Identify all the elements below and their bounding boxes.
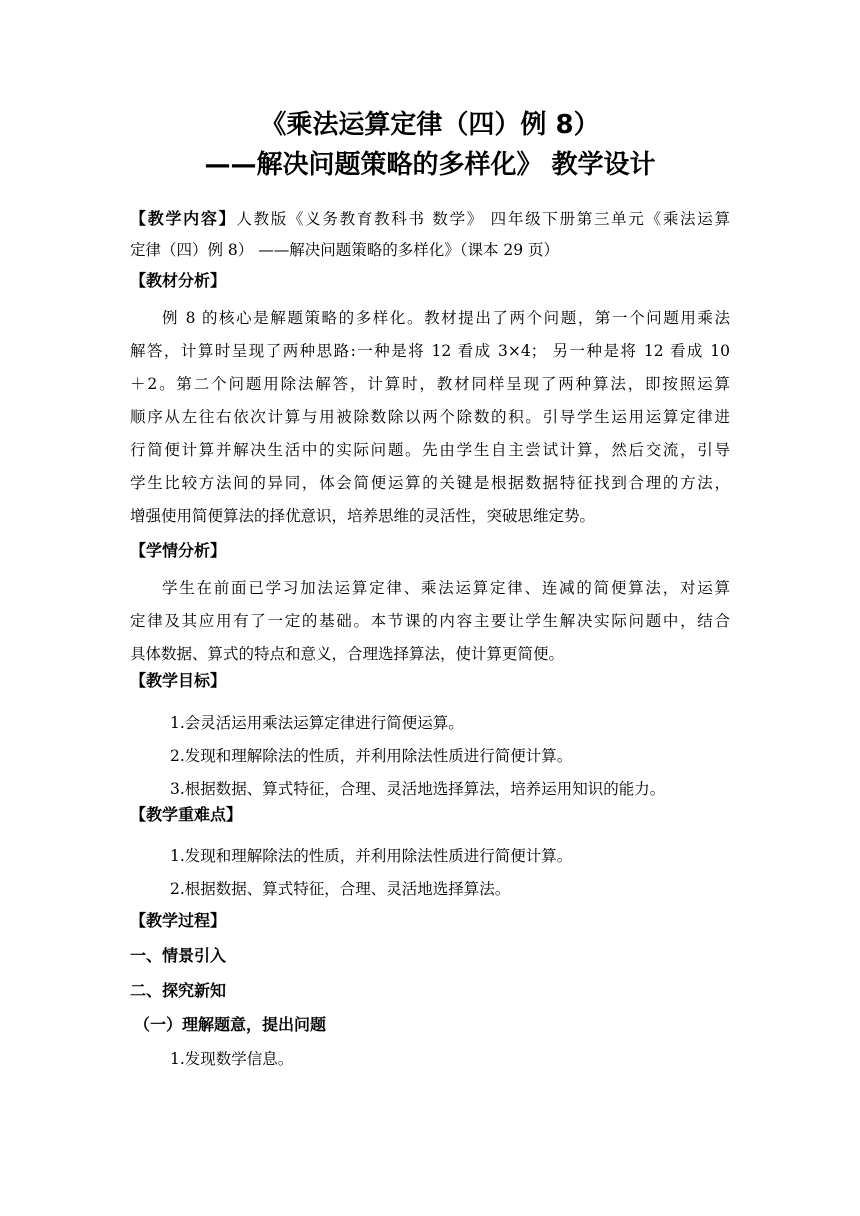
objective-item: 2.发现和理解除法的性质，并利用除法性质进行简便计算。	[170, 747, 573, 765]
material-analysis-line: 行简便计算并解决生活中的实际问题。先由学生自主尝试计算，然后交流，引导	[130, 441, 730, 459]
teaching-content-line1	[130, 206, 730, 232]
key-point-item: 1.发现和理解除法的性质，并利用除法性质进行简便计算。	[170, 847, 573, 865]
material-analysis-line: 例 8 的核心是解题策略的多样化。教材提出了两个问题，第一个问题用乘法	[162, 309, 730, 327]
material-analysis-line: ＋2。第二个问题用除法解答，计算时，教材同样呈现了两种算法，即按照运算	[130, 375, 730, 393]
section-heading-explore: 二、探究新知	[130, 981, 227, 1000]
material-analysis-line: 顺序从左往右依次计算与用被除数除以两个除数的积。引导学生运用运算定律进	[130, 408, 730, 426]
objectives-heading: 【教学目标】	[130, 671, 227, 690]
process-item: 1.发现数学信息。	[170, 1050, 294, 1068]
document-title-line2: ——解决问题策略的多样化》 教学设计	[204, 150, 656, 180]
teaching-content-line2: 定律（四）例 8） ——解决问题策略的多样化》（课本 29 页）	[130, 241, 560, 259]
material-analysis-heading: 【教材分析】	[130, 271, 227, 290]
material-analysis-line: 解答，计算时呈现了两种思路:一种是将 12 看成 3×4； 另一种是将 12 看成 10	[130, 342, 730, 360]
material-analysis-line: 学生比较方法间的异同，体会简便运算的关键是根据数据特征找到合理的方法，	[130, 474, 730, 492]
teaching-content-text1: 人教版《义务教育教科书 数学》 四年级下册第三单元《乘法运算	[236, 210, 730, 228]
subsection-heading: （一）理解题意，提出问题	[134, 1015, 327, 1034]
section-heading-intro: 一、情景引入	[130, 946, 227, 965]
objective-item: 3.根据数据、算式特征，合理、灵活地选择算法，培养运用知识的能力。	[170, 780, 666, 798]
student-analysis-line: 学生在前面已学习加法运算定律、乘法运算定律、连减的简便算法，对运算	[162, 579, 730, 597]
student-analysis-heading: 【学情分析】	[130, 541, 227, 560]
teaching-content-heading: 【教学内容】	[130, 209, 237, 228]
student-analysis-line: 具体数据、算式的特点和意义，合理选择算法，使计算更简便。	[130, 645, 565, 663]
key-points-heading: 【教学重难点】	[130, 805, 243, 824]
process-heading: 【教学过程】	[130, 911, 227, 930]
key-point-item: 2.根据数据、算式特征，合理、灵活地选择算法。	[170, 880, 511, 898]
student-analysis-line: 定律及其应用有了一定的基础。本节课的内容主要让学生解决实际问题中，结合	[130, 612, 730, 630]
material-analysis-line: 增强使用简便算法的择优意识，培养思维的灵活性，突破思维定势。	[130, 507, 596, 525]
document-title-line1: 《乘法运算定律（四）例 8）	[260, 110, 600, 140]
objective-item: 1.会灵活运用乘法运算定律进行简便运算。	[170, 714, 464, 732]
